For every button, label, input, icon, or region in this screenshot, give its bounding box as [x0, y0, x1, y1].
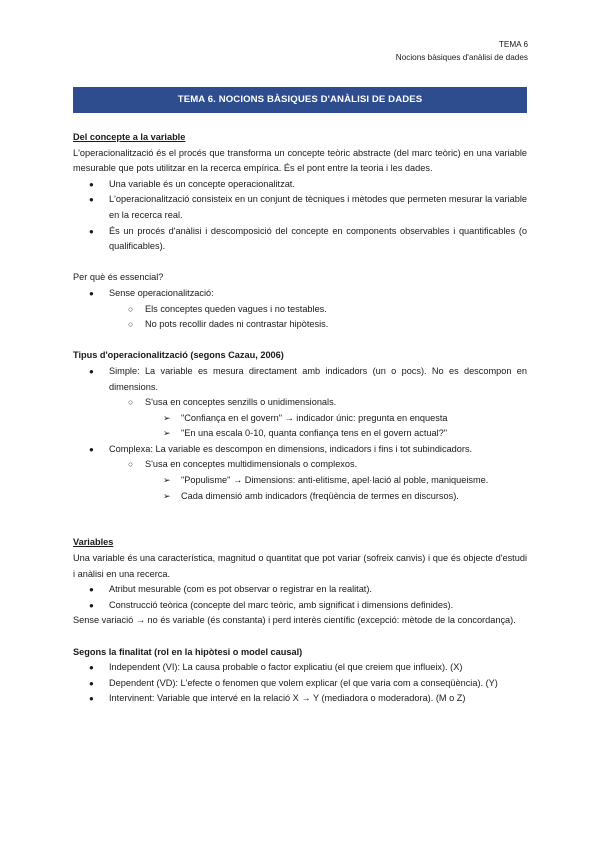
- sub-list-item: ○ No pots recollir dades ni contrastar hipòtesis.: [73, 317, 527, 333]
- document-body: [73, 130, 527, 707]
- list-item-simple: ● Simple: La variable es mesura directament amb indicadors (un o pocs). No es descompon en dimensions.: [73, 364, 527, 395]
- list-item-complex: ● Complexa: La variable es descompon en dimensions, indicadors i fins i tot subindicadors.: [73, 442, 527, 458]
- list-item: ● Una variable és un concepte operacionalitzat.: [73, 177, 527, 193]
- example-item: ➢ "Confiança en el govern" → indicador únic: pregunta en enquesta: [73, 411, 527, 427]
- list-item: ● Atribut mesurable (com es pot observar o registrar en la realitat).: [73, 582, 527, 598]
- list-purpose: [73, 660, 527, 707]
- list-types: [73, 364, 527, 504]
- paragraph-variation: Sense variació → no és variable (és constanta) i perd interès científic (excepció: mètode de la concordança).: [73, 615, 516, 626]
- example-item: ➢ Cada dimensió amb indicadors (freqüència de termes en discursos).: [73, 489, 527, 505]
- section-title-purpose: Segons la finalitat (rol en la hipòtesi o model causal): [73, 646, 303, 657]
- page-title: TEMA 6. NOCIONS BÀSIQUES D'ANÀLISI DE DADES: [177, 94, 423, 106]
- section-title-variables: Variables: [73, 537, 114, 548]
- list-item: ● És un procés d'anàlisi i descomposició del concepte en components observables i quantificables (o qualificables).: [73, 224, 527, 255]
- paragraph-variable-definition: Una variable és una característica, magnitud o quantitat que pot variar (sofreix canvis) i que és objecte d'estudi i anàlisi en una recerca.: [73, 553, 527, 579]
- sub-list-item: ○ S'usa en conceptes multidimensionals o complexos.: [73, 457, 527, 473]
- sub-list-item: ○ Els conceptes queden vagues i no testables.: [73, 302, 527, 318]
- list-item: ● L'operacionalització consisteix en un conjunt de tècniques i mètodes que permeten mesurar la variable en la recerca real.: [73, 192, 527, 223]
- section-title-concept: Del concepte a la variable: [73, 132, 186, 142]
- header-subtitle: Nocions bàsiques d'anàlisi de dades: [395, 53, 528, 62]
- page-title-banner: [73, 87, 527, 113]
- section-title-types: Tipus d'operacionalització (segons Cazau, 2006): [73, 350, 284, 361]
- example-item: ➢ "En una escala 0-10, quanta confiança tens en el govern actual?": [73, 426, 527, 442]
- list-item: ● Intervinent: Variable que intervé en la relació X → Y (mediadora o moderadora). (M o Z): [73, 691, 527, 707]
- list-variables: [73, 582, 527, 613]
- example-item: ➢ "Populisme" → Dimensions: anti-elitisme, apel·lació al poble, maniqueisme.: [73, 473, 527, 489]
- section-title-why: Per què és essencial?: [73, 272, 164, 283]
- sub-list-item: ○ S'usa en conceptes senzills o unidimensionals.: [73, 395, 527, 411]
- list-item: ● Dependent (VD): L'efecte o fenomen que volem explicar (el que varia com a conseqüència). (Y): [73, 676, 527, 692]
- list-item: ● Independent (VI): La causa probable o factor explicatiu (el que creiem que influeix). (X): [73, 660, 527, 676]
- list-concept: [73, 177, 527, 255]
- list-item: ● Construcció teòrica (concepte del marc teòric, amb significat i dimensions definides).: [73, 598, 527, 614]
- header-topic: TEMA 6: [498, 40, 528, 49]
- list-why: [73, 286, 527, 333]
- list-item: ● Sense operacionalització:: [73, 286, 527, 302]
- paragraph-operationalization: L'operacionalització és el procés que transforma un concepte teòric abstracte (del marc teòric) en una variable mesurable que pots utilitzar en la recerca empírica. És el pont entre la teoria i les dades.: [73, 147, 527, 174]
